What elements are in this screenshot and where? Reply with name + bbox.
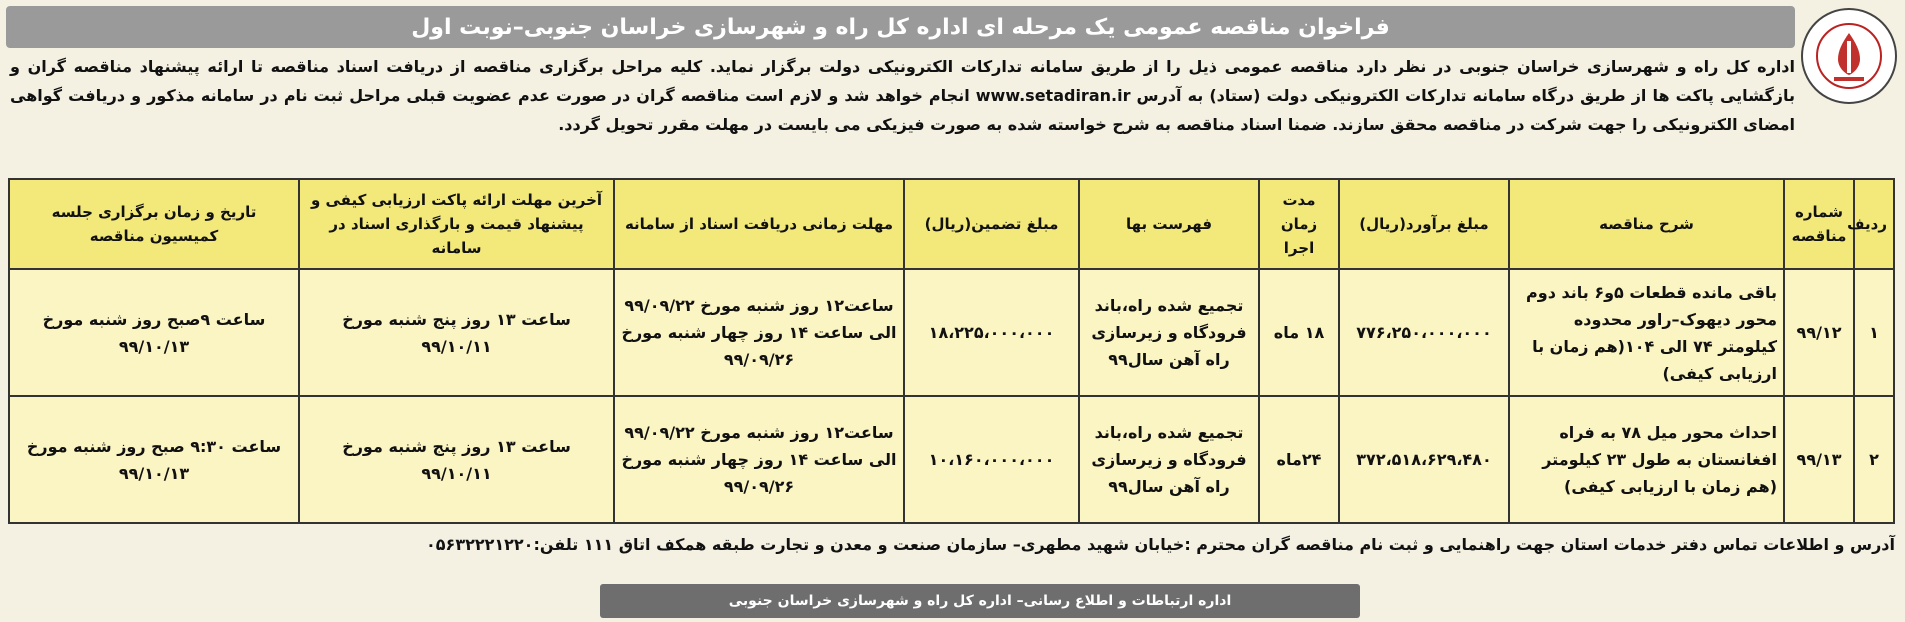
header-guarantee: مبلغ تضمین(ریال) [904,179,1079,269]
cell-duration: ۲۴ماه [1259,396,1339,523]
header-submit-deadline: آخرین مهلت ارائه پاکت ارزیابی کیفی و پیشنهاد قیمت و بارگذاری اسناد در سامانه [299,179,614,269]
table-header-row [9,179,1894,269]
cell-description: باقی مانده قطعات ۵و۶ باند دوم محور دیهوک–راور محدوده کیلومتر ۷۴ الی ۱۰۴(هم زمان با ارزیابی کیفی) [1509,269,1784,396]
cell-row-number: ۱ [1854,269,1894,396]
header-row-number: ردیف [1854,179,1894,269]
cell-opening: ساعت ۹صبح روز شنبه مورخ ۹۹/۱۰/۱۳ [9,269,299,396]
header-duration: مدت زمان اجرا [1259,179,1339,269]
cell-doc-deadline: ساعت۱۲ روز شنبه مورخ ۹۹/۰۹/۲۲ الی ساعت ۱۴ روز چهار شنبه مورخ ۹۹/۰۹/۲۶ [614,269,904,396]
cell-price-list: تجمیع شده راه،باند فرودگاه و زیرسازی راه آهن سال۹۹ [1079,269,1259,396]
cell-submit-deadline: ساعت ۱۳ روز پنج شنبه مورخ ۹۹/۱۰/۱۱ [299,396,614,523]
header-opening: تاریخ و زمان برگزاری جلسه کمیسیون مناقصه [9,179,299,269]
table-row [9,269,1894,396]
cell-guarantee: ۱۸،۲۲۵،۰۰۰،۰۰۰ [904,269,1079,396]
header-estimate: مبلغ برآورد(ریال) [1339,179,1509,269]
government-emblem-icon [1801,8,1897,104]
cell-tender-number: ۹۹/۱۲ [1784,269,1854,396]
cell-guarantee: ۱۰،۱۶۰،۰۰۰،۰۰۰ [904,396,1079,523]
header-doc-deadline: مهلت زمانی دریافت اسناد از سامانه [614,179,904,269]
cell-opening: ساعت ۹:۳۰ صبح روز شنبه مورخ ۹۹/۱۰/۱۳ [9,396,299,523]
cell-duration: ۱۸ ماه [1259,269,1339,396]
footer-text: اداره ارتباطات و اطلاع رسانی– اداره کل راه و شهرسازی خراسان جنوبی [728,593,1232,609]
footer-bar [600,584,1360,618]
header-price-list: فهرست بها [1079,179,1259,269]
cell-price-list: تجمیع شده راه،باند فرودگاه و زیرسازی راه آهن سال۹۹ [1079,396,1259,523]
tender-table [8,178,1895,524]
contact-address: آدرس و اطلاعات تماس دفتر خدمات استان جهت راهنمایی و ثبت نام مناقصه گران محترم :خیابان شهید مطهری– سازمان صنعت و معدن و تجارت طبقه همکف اتاق ۱۱۱ تلفن:۰۵۶۳۲۲۲۱۲۲۰ [426,535,1895,554]
cell-row-number: ۲ [1854,396,1894,523]
cell-estimate: ۷۷۶،۲۵۰،۰۰۰،۰۰۰ [1339,269,1509,396]
cell-estimate: ۳۷۲،۵۱۸،۶۲۹،۴۸۰ [1339,396,1509,523]
cell-submit-deadline: ساعت ۱۳ روز پنج شنبه مورخ ۹۹/۱۰/۱۱ [299,269,614,396]
header-tender-number: شماره مناقصه [1784,179,1854,269]
notice-title-bar [6,6,1795,48]
cell-doc-deadline: ساعت۱۲ روز شنبه مورخ ۹۹/۰۹/۲۲ الی ساعت ۱۴ روز چهار شنبه مورخ ۹۹/۰۹/۲۶ [614,396,904,523]
intro-paragraph: اداره کل راه و شهرسازی خراسان جنوبی در نظر دارد مناقصه عمومی ذیل را از طریق سامانه تدارکات الکترونیکی دولت برگزار نماید. کلیه مراحل برگزاری مناقصه از دریافت اسناد مناقصه تا ارائه پیشنهاد مناقصه گران و بازگشایی پاکت ها از طریق درگاه سامانه تدارکات الکترونیکی دولت (ستاد) به آدرس www.setadiran.ir انجام خواهد شد و لازم است مناقصه گران در صورت عدم عضویت قبلی مراحل ثبت نام در سامانه مذکور و دریافت گواهی امضای الکترونیکی را جهت شرکت در مناقصه محقق سازند. ضمنا اسناد مناقصه به شرح خواسته شده به صورت فیزیکی می بایست در مهلت مقرر تحویل گردد. [10,57,1795,134]
cell-tender-number: ۹۹/۱۳ [1784,396,1854,523]
notice-title: فراخوان مناقصه عمومی یک مرحله ای اداره کل راه و شهرسازی خراسان جنوبی–نوبت اول [411,14,1390,40]
table-row [9,396,1894,523]
header-description: شرح مناقصه [1509,179,1784,269]
cell-description: احداث محور میل ۷۸ به فراه افغانستان به طول ۲۳ کیلومتر (هم زمان با ارزیابی کیفی) [1509,396,1784,523]
